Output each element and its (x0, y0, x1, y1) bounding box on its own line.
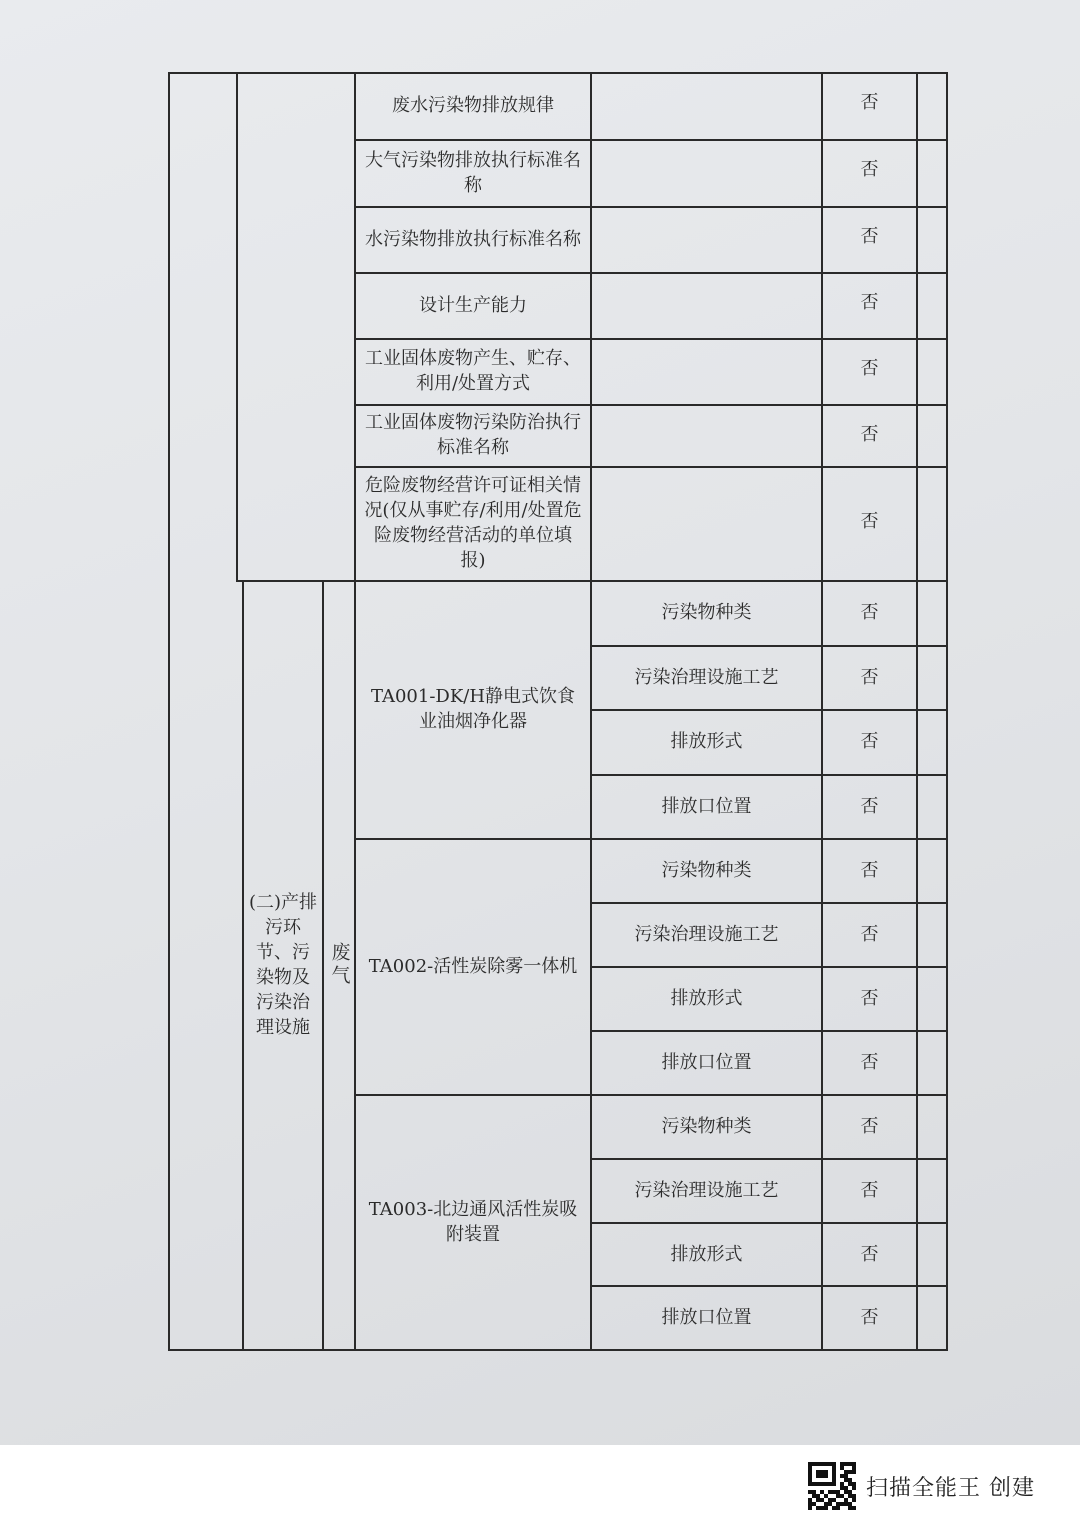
table-left-border (168, 72, 170, 1351)
facility-answer-value: 否 (860, 731, 879, 752)
facility-answer-value: 否 (860, 1243, 879, 1265)
row-answer-value: 否 (860, 358, 879, 379)
facility-name: TA003-北边通风活性炭吸附装置 (368, 1198, 578, 1245)
facility-answer-value: 否 (860, 1179, 879, 1201)
row-answer-value: 否 (860, 226, 879, 247)
row-answer-value: 否 (860, 292, 879, 313)
facility-answer-value: 否 (860, 859, 879, 881)
facility-item-label: 污染物种类 (661, 1115, 752, 1137)
facility-item-label: 排放口位置 (661, 1306, 752, 1328)
facility-answer-value: 否 (860, 1051, 879, 1073)
qr-code-icon (808, 1462, 856, 1510)
sub-label: 废气 (328, 941, 351, 988)
facility-item-label: 污染治理设施工艺 (634, 923, 779, 945)
facility-answer-value: 否 (860, 602, 879, 623)
section-label: (二)产排污环节、污染物及污染治理设施 (248, 891, 318, 1038)
facility-item-label: 排放形式 (670, 1243, 743, 1265)
row-item-label: 大气污染物排放执行标准名称 (365, 149, 581, 196)
facility-item-label: 污染物种类 (661, 859, 752, 881)
facility-name: TA002-活性炭除雾一体机 (368, 955, 578, 977)
row-item-label: 工业固体废物产生、贮存、利用/处置方式 (365, 348, 581, 394)
facility-answer-value: 否 (860, 667, 879, 688)
facility-item-label: 排放口位置 (661, 796, 752, 817)
facility-answer-value: 否 (860, 1115, 879, 1137)
table-right-border (946, 72, 948, 1351)
scanner-watermark (808, 1462, 1035, 1510)
facility-item-label: 污染治理设施工艺 (634, 667, 779, 688)
row-item-label: 设计生产能力 (419, 294, 527, 316)
row-answer-value: 否 (860, 159, 879, 180)
facility-answer-value: 否 (860, 923, 879, 945)
facility-item-label: 排放形式 (670, 731, 743, 752)
row-answer-value: 否 (860, 424, 879, 445)
scanner-brand-text: 扫描全能王 创建 (866, 1475, 1035, 1501)
row-answer-value: 否 (860, 92, 879, 113)
row-item-label: 水污染物排放执行标准名称 (365, 228, 581, 250)
facility-item-label: 排放口位置 (661, 1051, 752, 1073)
facility-name: TA001-DK/H静电式饮食业油烟净化器 (370, 686, 576, 732)
column-rule (236, 72, 238, 580)
row-item-label: 危险废物经营许可证相关情况(仅从事贮存/利用/处置危险废物经营活动的单位填报) (364, 475, 582, 571)
facility-answer-value: 否 (860, 1306, 879, 1328)
facility-item-label: 污染物种类 (661, 602, 752, 623)
row-item-label: 废水污染物排放规律 (392, 95, 554, 116)
facility-item-label: 污染治理设施工艺 (634, 1179, 779, 1201)
table-bottom-border (168, 1349, 946, 1351)
row-answer-value: 否 (860, 511, 879, 532)
facility-item-label: 排放形式 (670, 987, 743, 1009)
facility-answer-value: 否 (860, 987, 879, 1009)
row-item-label: 工业固体废物污染防治执行标准名称 (365, 412, 581, 458)
facility-answer-value: 否 (860, 796, 879, 817)
